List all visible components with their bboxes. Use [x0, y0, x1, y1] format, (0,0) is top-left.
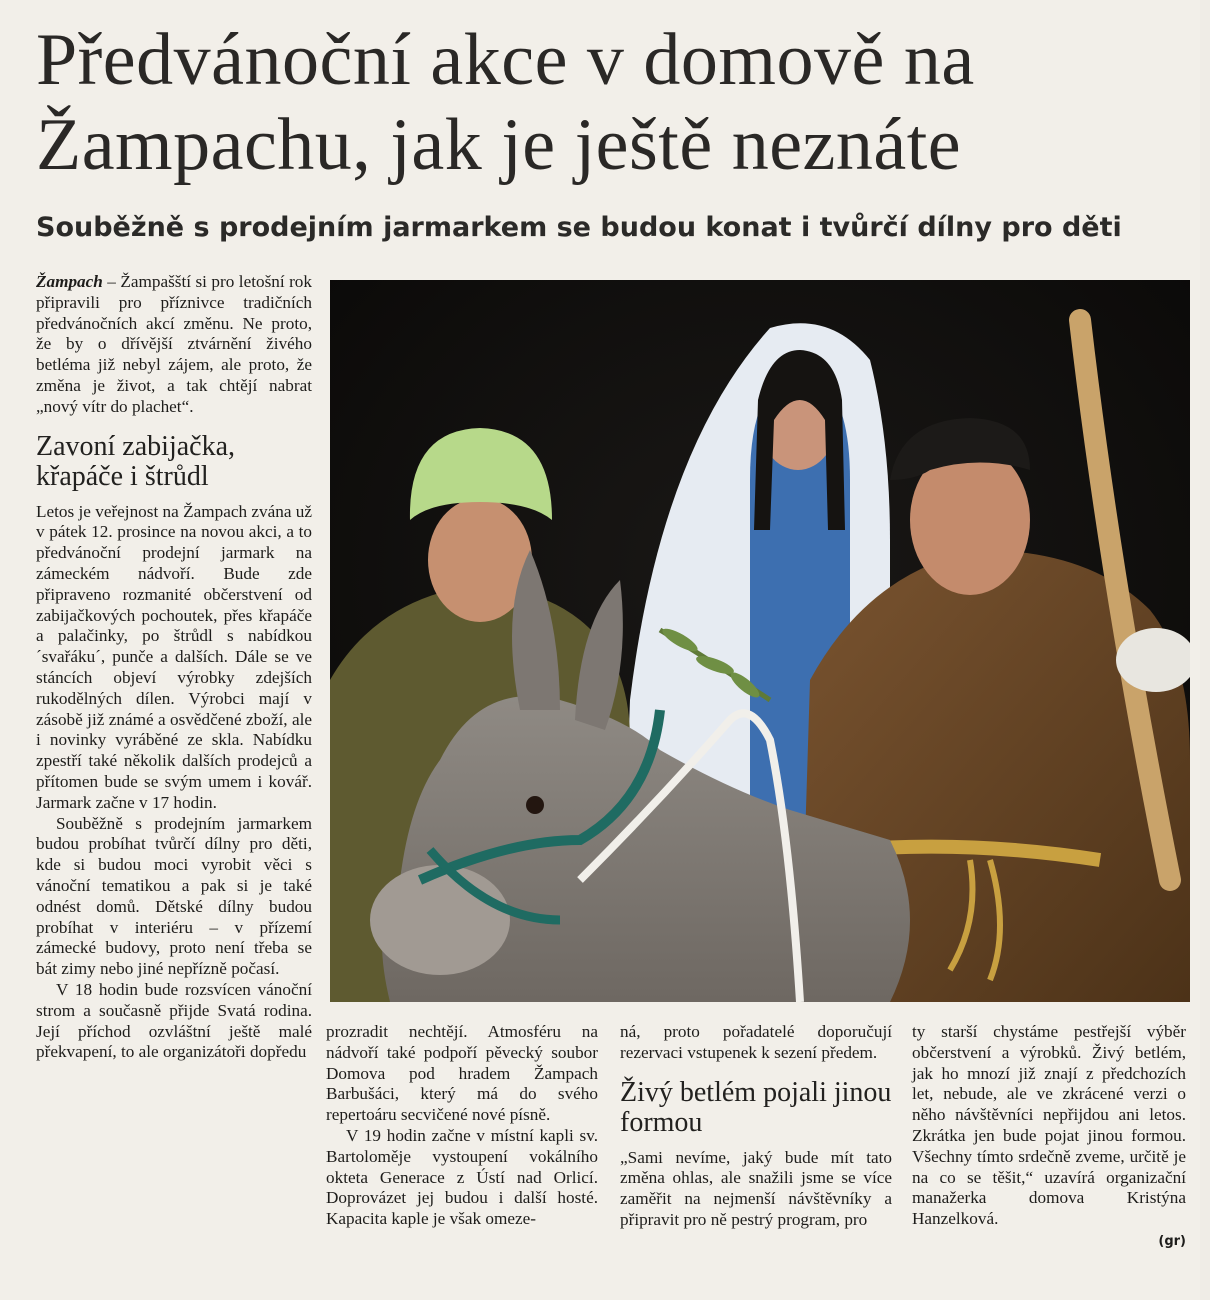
col2-paragraph-1: prozradit nechtějí. Atmosféru na nádvoří také podpoří pěvecký soubor Domova pod hradem Žampach Barbušáci, který má do svého repertoáru secvičené nové písně. — [326, 1022, 598, 1125]
col3-paragraph-1: ná, proto pořadatelé doporučují rezervaci vstupenek k sezení předem. — [620, 1022, 892, 1062]
dateline: Žampach — [36, 272, 103, 291]
section-heading-1: Zavoní zabijačka, křapáče i štrůdl — [36, 430, 236, 492]
paragraph-3: V 18 hodin bude rozsvícen vánoční strom a současně přijde Svatá rodina. Její příchod ozvláštní ještě malé překvapení, to ale organizátoři dopředu — [36, 979, 312, 1062]
photo-illustration — [330, 280, 1190, 1002]
col4-paragraph-1: ty starší chystáme pestřejší výběr občerstvení a výrobků. Živý betlém, jak ho mnozí již znají z předchozích let, nebude, ale ve zkrácené verzi o něho návštěvníci nepřijdou ani letos. Zkrátka jen bude pojat jinou formou. Všechny tímto srdečně zveme, určitě je na co se těšit,“ uzavírá organizační manažerka domova Kristýna Hanzelková. — [912, 1022, 1186, 1229]
paragraph-2: Souběžně s prodejním jarmarkem budou probíhat tvůrčí dílny pro děti, kde si budou moci vyrobit věci s vánoční tematikou a pak si je také odnést domů. Dětské dílny budou probíhat v interiéru – v přízemí zámecké budovy, proto není třeba se bát zimy nebo jiné nepřízně počasí. — [36, 813, 312, 979]
lead-paragraph — [36, 272, 312, 418]
column-4 — [912, 1022, 1186, 1253]
nativity-photo — [330, 280, 1190, 1002]
paragraph-1: Letos je veřejnost na Žampach zvána už v pátek 12. prosince na novou akci, a to předvánoční prodejní jarmark na zámeckém nádvoří. Bude zde připraveno rozmanité občerstvení od zabijačkových pochoutek, přes křapáče a palačinky, po štrůdl s nabídkou ´svařáku´, punče a dalších. Dále se ve stáncích objeví výrobky zdejších rukodělných dílen. Výrobci mají v zásobě již známé a osvědčené zboží, ale i novinky vyráběné ze skla. Nabídku zpestří také několik dalších prodejců a přítomen bude se svým umem i kovář. Jarmark začne v 17 hodin. — [36, 501, 312, 812]
column-1 — [36, 272, 312, 1063]
lead-text: – Žampašští si pro letošní rok připravili pro příznivce tradičních předvánočních akcí změnu. Ne proto, že by o dřívější ztvárnění živého betléma již nebyl zájem, ale proto, že změna je život, a tak chtějí nabrat „nový vítr do plachet“. — [36, 272, 312, 416]
headline: Předvánoční akce v domově na Žampachu, jak je ještě neznáte — [36, 19, 975, 186]
col2-paragraph-2: V 19 hodin začne v místní kapli sv. Bartoloměje vystoupení vokálního okteta Generace z Ústí nad Orlicí. Doprovázet jej budou i další hosté. Kapacita kaple je však omeze- — [326, 1125, 598, 1229]
credit-line — [912, 1230, 1186, 1253]
col3-paragraph-2: „Sami nevíme, jaký bude mít tato změna ohlas, ale snažili jsme se více zaměřit na nejmenší návštěvníky a připravit pro ně pestrý program, pro — [620, 1147, 892, 1229]
column-3 — [620, 1022, 892, 1231]
author-credit: (gr) — [1158, 1233, 1186, 1249]
subheadline: Souběžně s prodejním jarmarkem se budou konat i tvůrčí dílny pro děti — [36, 212, 1122, 243]
column-2 — [326, 1022, 598, 1230]
section-heading-2: Živý betlém pojali jinou formou — [620, 1076, 892, 1138]
